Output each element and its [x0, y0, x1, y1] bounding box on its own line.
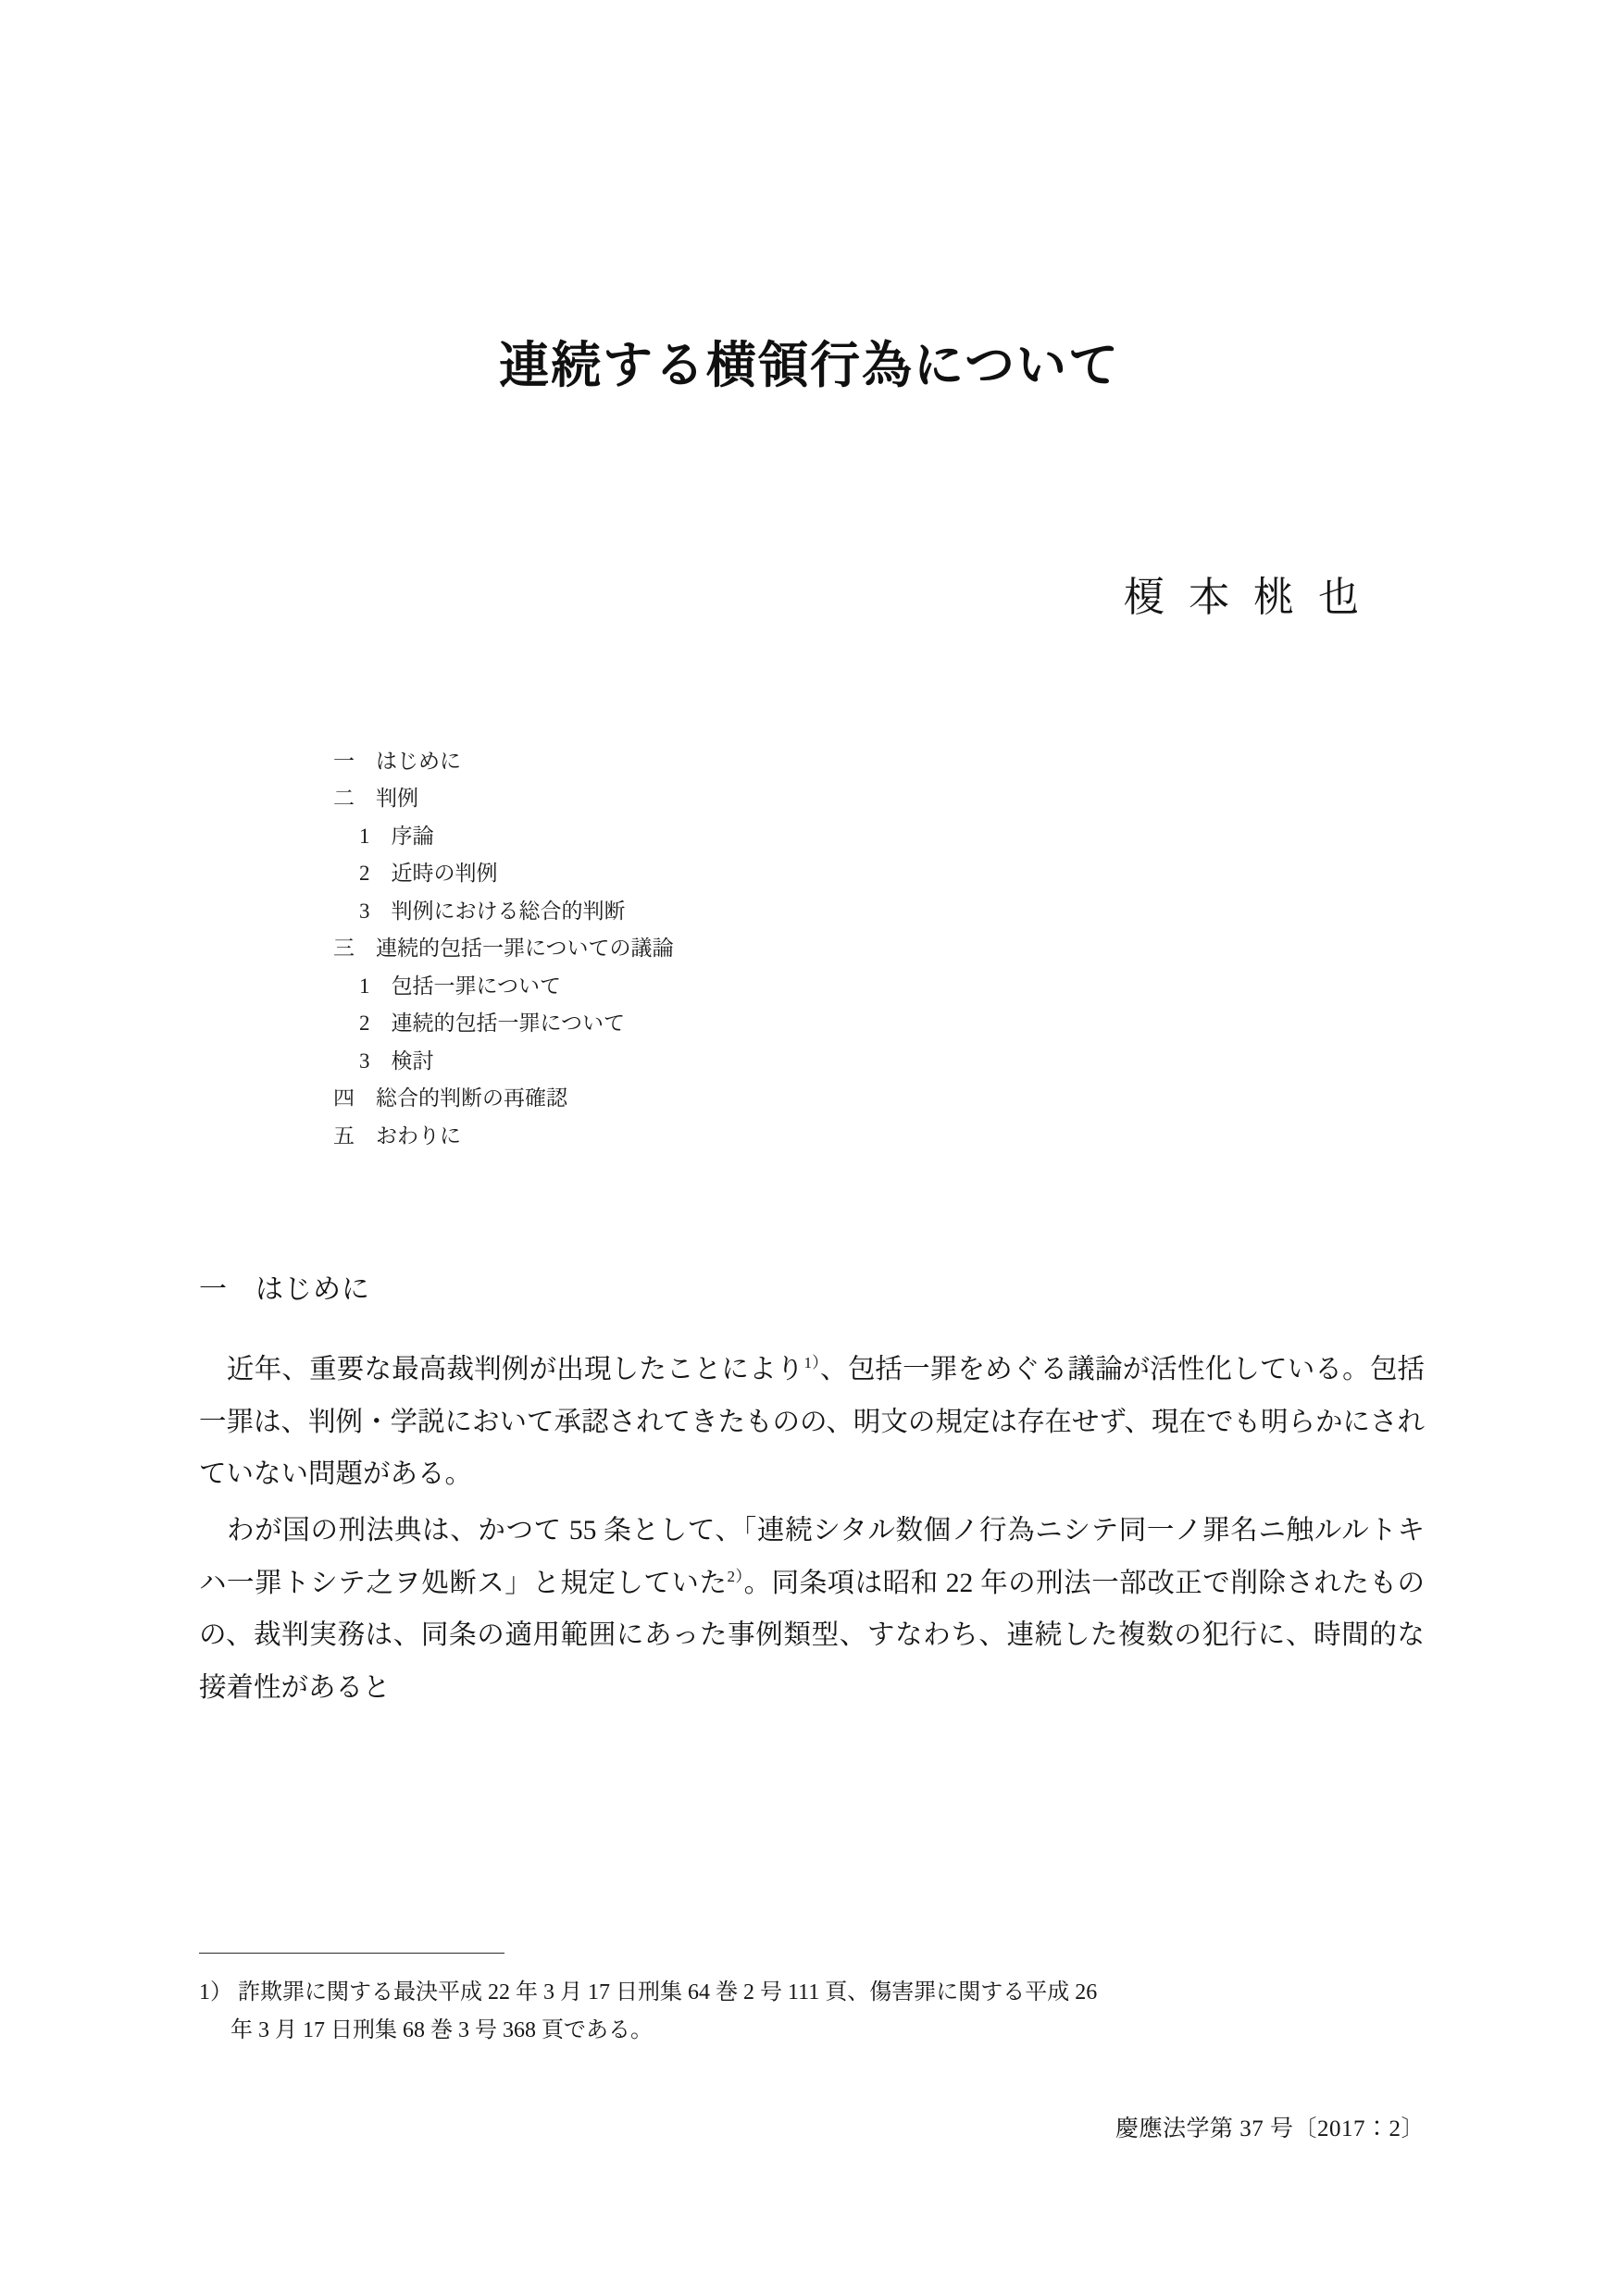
toc-item-label: 判例: [376, 787, 418, 811]
author-block: [0, 564, 1619, 623]
toc-item-number: 一: [333, 750, 355, 773]
toc-item-label: はじめに: [376, 750, 461, 773]
table-of-contents: [0, 743, 1619, 1155]
toc-item-label: 判例における総合的判断: [391, 899, 626, 923]
toc-item: [333, 968, 1619, 1005]
toc-item-number: 3: [359, 899, 370, 923]
section-heading: [0, 1266, 1619, 1307]
toc-item-number: 五: [333, 1123, 355, 1148]
toc-item-label: 包括一罪について: [391, 974, 562, 998]
body-text: [0, 1344, 1619, 1714]
toc-item-number: 2: [359, 1011, 370, 1036]
toc-item: [333, 1080, 1619, 1117]
paragraph-text-before-note: わが国の刑法典は、かつて 55 条として、「連続シタル数個ノ行為ニシテ同一ノ罪名ニ触ルルトキハ一罪トシテ之ヲ処断ス」と規定していた: [199, 1516, 1425, 1598]
toc-item-number: 1: [359, 824, 370, 848]
footnote-marker: 2）: [727, 1567, 744, 1585]
toc-item-number: 二: [333, 787, 355, 811]
toc-item-label: 近時の判例: [391, 862, 498, 886]
footnote-marker: 1）: [803, 1354, 820, 1372]
toc-item: [333, 893, 1619, 930]
footnote: [199, 1974, 1425, 2051]
page-title: 連続する横領行為について: [499, 335, 1120, 394]
toc-item-label: 連続的包括一罪についての議論: [376, 937, 674, 961]
toc-item: [333, 1005, 1619, 1042]
footnote-area: [199, 1953, 1425, 2051]
toc-item-number: 三: [333, 937, 355, 961]
paragraph-text-after-note: 。同条項は昭和 22 年の刑法一部改正で削除されたものの、裁判実務は、同条の適用範囲にあった事例類型、すなわち、連続した複数の犯行に、時間的な接着性があると: [199, 1568, 1425, 1703]
toc-item: [333, 743, 1619, 780]
paragraph: [199, 1344, 1425, 1501]
section-number: 一: [199, 1274, 228, 1306]
toc-item-number: 四: [333, 1086, 355, 1111]
paragraph: [199, 1505, 1425, 1715]
paragraph-text-after-note: 、包括一罪をめぐる議論が活性化している。包括一罪は、判例・学説において承認されてきたものの、明文の規定は存在せず、現在でも明らかにされていない問題がある。: [199, 1355, 1425, 1490]
toc-item: [333, 780, 1619, 817]
toc-item: [333, 930, 1619, 967]
toc-item-label: おわりに: [376, 1123, 461, 1148]
page-footer: 慶應法学第 37 号〔2017：2〕: [1115, 2116, 1425, 2141]
toc-item-label: 検討: [391, 1049, 434, 1073]
toc-item-label: 序論: [391, 824, 434, 848]
author-name: 榎本桃也: [1124, 574, 1383, 621]
paragraph-text-before-note: 近年、重要な最高裁判例が出現したことにより: [227, 1355, 804, 1385]
toc-item: [333, 1118, 1619, 1155]
toc-item-number: 1: [359, 974, 370, 998]
toc-item-number: 2: [359, 862, 370, 886]
toc-item: [333, 1043, 1619, 1080]
toc-item: [333, 855, 1619, 892]
footnote-line: 1） 詐欺罪に関する最決平成 22 年 3 月 17 日刑集 64 巻 2 号 111 頁、傷害罪に関する平成 26: [199, 1980, 1098, 2004]
toc-item-number: 3: [359, 1049, 370, 1073]
footnote-line: 年 3 月 17 日刑集 68 巻 3 号 368 頁である。: [230, 2018, 653, 2043]
toc-item-label: 総合的判断の再確認: [376, 1086, 567, 1111]
section-title: はじめに: [255, 1274, 370, 1306]
toc-item-label: 連続的包括一罪について: [391, 1011, 626, 1036]
toc-item: [333, 818, 1619, 855]
footnote-divider: [199, 1953, 504, 1954]
